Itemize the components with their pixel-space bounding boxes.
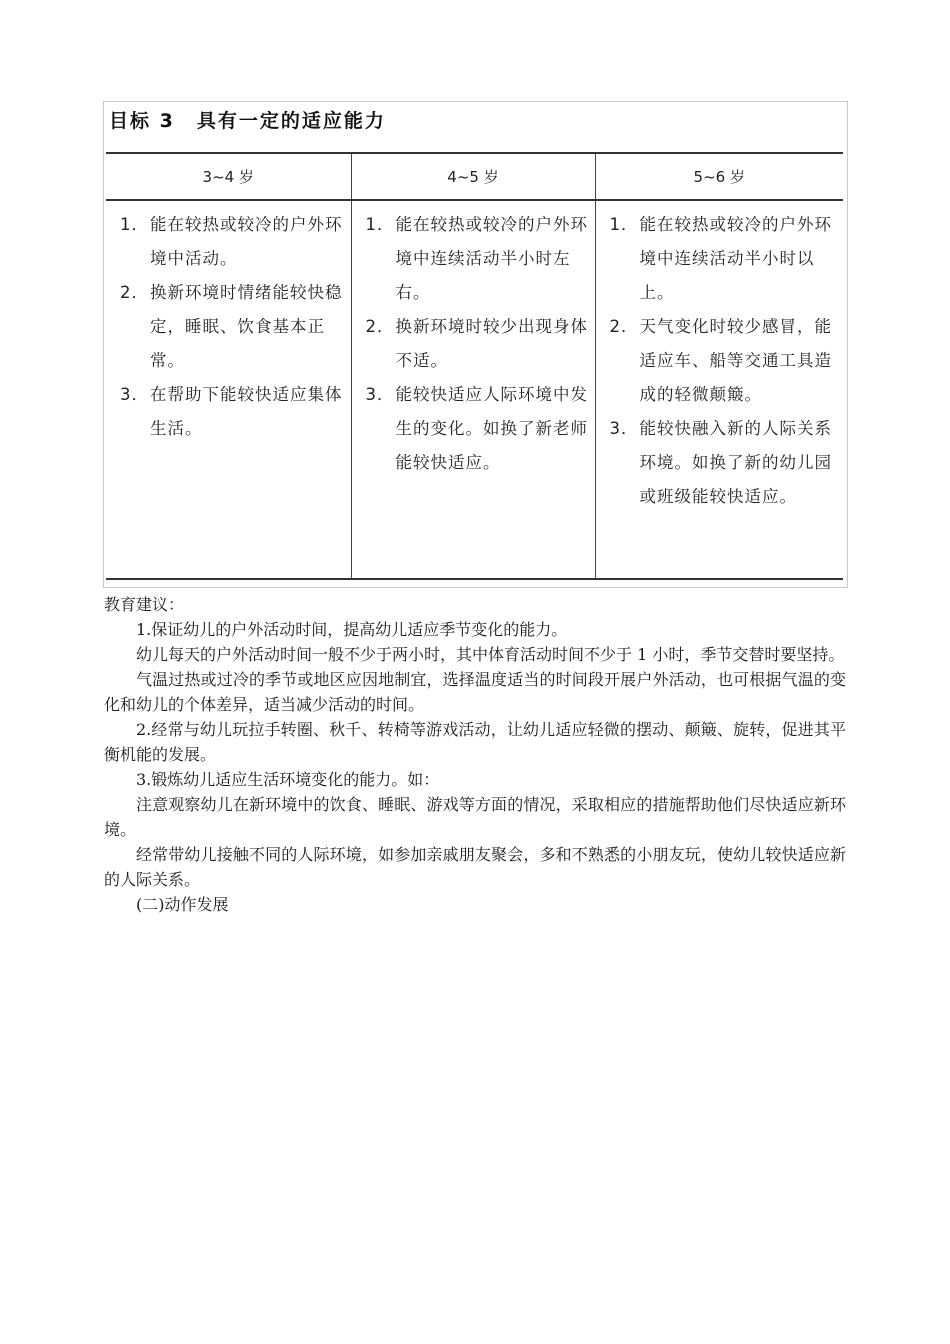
advice-heading: 教育建议： [104, 595, 185, 614]
item-text: 能在较热或较冷的户外环境中连续活动半小时以上。 [639, 215, 832, 302]
advice-paragraph: 气温过热或过冷的季节或地区应因地制宜，选择温度适当的时间段开展户外活动，也可根据气温的变化和幼儿的个体差异，适当减少活动的时间。 [104, 670, 846, 714]
item-number: 3． [365, 385, 395, 404]
table-row [106, 200, 843, 579]
header-age-4-5: 4~5 岁 [351, 153, 595, 200]
column-age-3-4 [106, 200, 351, 579]
item-text: 能较快融入新的人际关系环境。如换了新的幼儿园或班级能较快适应。 [639, 419, 832, 506]
list-item [114, 276, 345, 378]
list-item [114, 378, 345, 446]
goal-title [109, 104, 386, 138]
advice-paragraph: 1.保证幼儿的户外活动时间，提高幼儿适应季节变化的能力。 [136, 620, 568, 639]
section-heading: (二)动作发展 [136, 895, 229, 914]
list-item [604, 412, 838, 514]
header-age-5-6: 5~6 岁 [595, 153, 843, 200]
advice-paragraph: 注意观察幼儿在新环境中的饮食、睡眠、游戏等方面的情况，采取相应的措施帮助他们尽快适应新环境。 [104, 795, 846, 839]
item-text: 在帮助下能较快适应集体生活。 [150, 385, 343, 438]
item-text: 换新环境时情绪能较快稳定，睡眠、饮食基本正常。 [150, 283, 343, 370]
advice-paragraph: 2.经常与幼儿玩拉手转圈、秋千、转椅等游戏活动，让幼儿适应轻微的摆动、颠簸、旋转，促进其平衡机能的发展。 [104, 720, 846, 764]
item-text: 能较快适应人际环境中发生的变化。如换了新老师能较快适应。 [395, 385, 588, 472]
list-item [360, 208, 589, 310]
list-item [604, 310, 838, 412]
goal-title-text: 具有一定的适应能力 [196, 110, 386, 132]
item-text: 天气变化时较少感冒，能适应车、船等交通工具造成的轻微颠簸。 [639, 317, 832, 404]
header-age-3-4: 3~4 岁 [106, 153, 351, 200]
column-age-5-6 [595, 200, 843, 579]
item-text: 能在较热或较冷的户外环境中活动。 [150, 215, 343, 268]
item-number: 1． [120, 215, 149, 234]
item-number: 3． [609, 419, 639, 438]
item-text: 能在较热或较冷的户外环境中连续活动半小时左右。 [395, 215, 588, 302]
advice-paragraph: 经常带幼儿接触不同的人际环境，如参加亲戚朋友聚会，多和不熟悉的小朋友玩，使幼儿较快适应新的人际关系。 [104, 845, 846, 889]
advice-paragraph: 幼儿每天的户外活动时间一般不少于两小时，其中体育活动时间不少于 1 小时，季节交替时要坚持。 [136, 645, 845, 664]
goal-table-figure [103, 101, 848, 588]
item-number: 2． [365, 317, 395, 336]
advice-paragraph: 3.锻炼幼儿适应生活环境变化的能力。如： [136, 770, 440, 789]
list-item [114, 208, 345, 276]
item-number: 2． [609, 317, 639, 336]
list-item [360, 378, 589, 480]
item-number: 1． [609, 215, 639, 234]
column-age-4-5 [351, 200, 595, 579]
item-number: 1． [365, 215, 395, 234]
item-text: 换新环境时较少出现身体不适。 [395, 317, 588, 370]
list-item [360, 310, 589, 378]
item-number: 2． [120, 283, 149, 302]
item-number: 3． [120, 385, 149, 404]
list-item [604, 208, 838, 310]
age-goal-table [106, 152, 843, 580]
education-advice [104, 592, 846, 917]
goal-title-label: 目标 3 [109, 110, 175, 132]
table-header-row [106, 153, 843, 200]
